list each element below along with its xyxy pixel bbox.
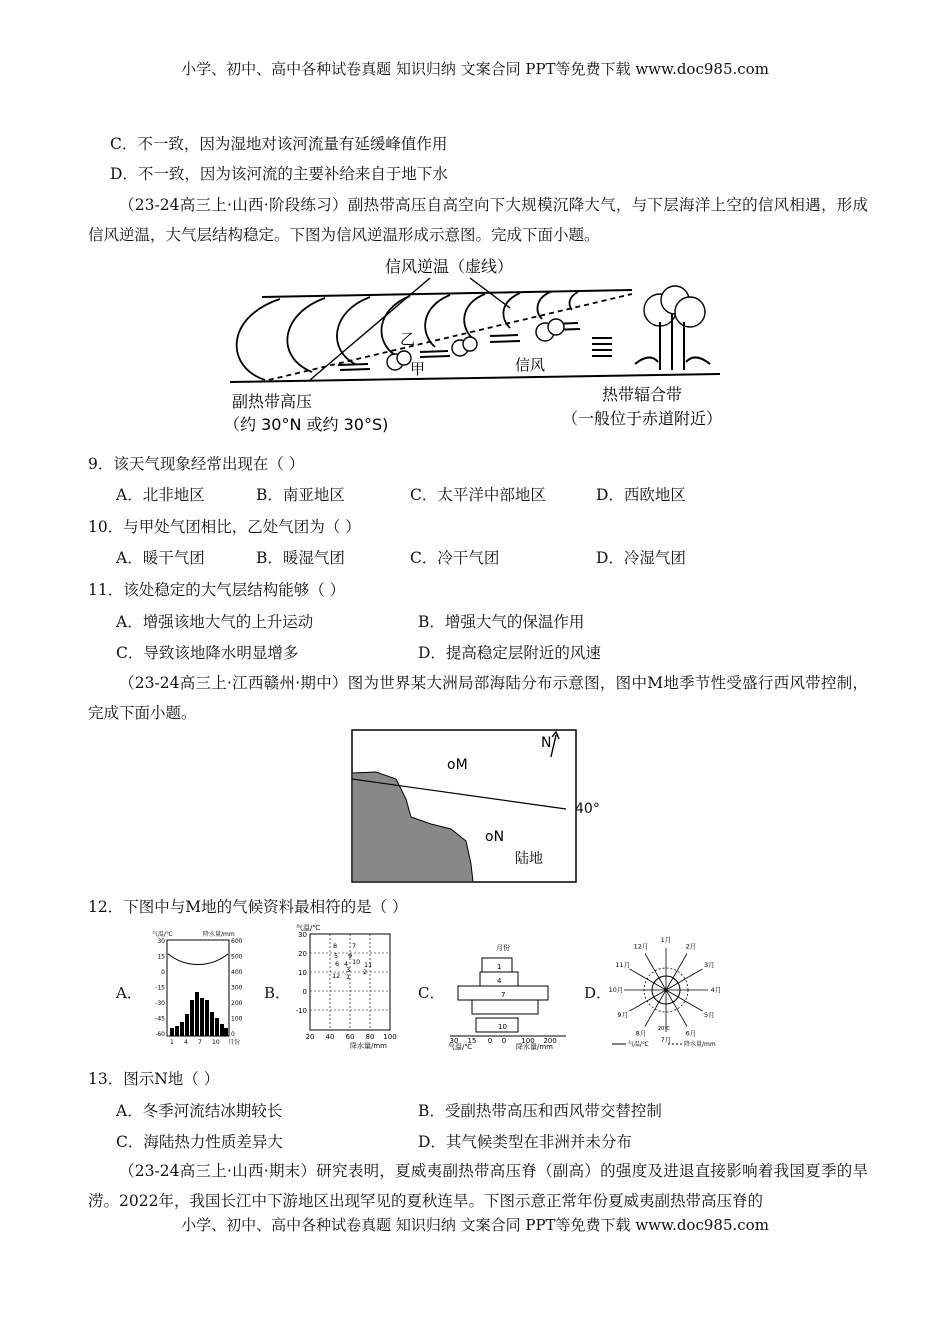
q11-stem: 11．该处稳定的大气层结构能够（ ）	[88, 581, 346, 599]
chartB-x-tick: 20	[305, 1033, 315, 1041]
q12-option-a: A．	[116, 984, 142, 1002]
chartC-month-label: 1	[497, 963, 502, 971]
chartD-month-label: 1月	[660, 936, 672, 944]
chartA-right-tick: 400	[231, 969, 243, 976]
q9-option-a: A．北非地区	[116, 486, 205, 504]
chartD-spoke	[630, 969, 666, 990]
chartA-x-tick: 月份	[228, 1039, 241, 1046]
chartB-xlabel: 降水量/mm	[350, 1042, 387, 1050]
chartC-x-tick: 15	[467, 1037, 477, 1045]
chartB-month-point: 2	[363, 968, 368, 976]
fig1-right-label-2: （一般位于赤道附近）	[562, 409, 723, 428]
chartB-month-point: 12	[332, 972, 341, 980]
chartA-right-tick: 0	[231, 1031, 235, 1038]
q13-option-d: D．其气候类型在非洲并未分布	[418, 1133, 632, 1151]
chartB-month-point: 11	[364, 961, 373, 969]
chartB-y-tick: 20	[298, 950, 307, 958]
page-header: 小学、初中、高中各种试卷真题 知识归纳 文案合同 PPT等免费下载 www.doc985.com	[181, 60, 769, 78]
chartA-x-tick: 1	[170, 1039, 174, 1046]
fig1-label-xinfeng: 信风	[515, 356, 546, 374]
fig1-left-label-1: 副热带高压	[232, 392, 313, 411]
chartB-month-point: 9	[348, 952, 353, 960]
chartC-x-tick: 30	[449, 1037, 459, 1045]
q10-option-d: D．冷湿气团	[596, 549, 686, 567]
q12-stem: 12．下图中与M地的气候资料最相符的是（ ）	[88, 898, 408, 916]
fig2-m: oM	[447, 757, 468, 773]
chartA-left-tick: 0	[161, 969, 165, 976]
chartD-month-label: 9月	[617, 1011, 629, 1019]
chartD-spoke	[645, 954, 666, 990]
chartD-spoke	[666, 954, 687, 990]
chartB-y-tick: -10	[295, 1007, 307, 1015]
intro-trade-wind: （23-24高三上·山西·阶段练习）副热带高压自高空向下大规模沉降大气，与下层海洋上空的信风相遇，形成信风逆温，大气层结构稳定。下图为信风逆温形成示意图。完成下面小题。	[88, 196, 868, 244]
chartB-month-point: 7	[352, 942, 357, 950]
q10-stem: 10．与甲处气团相比，乙处气团为（ ）	[88, 518, 361, 536]
chartC-x-tick: 0	[501, 1037, 507, 1045]
chartD-center: 20℃	[658, 1026, 670, 1032]
chartB-month-point: 3	[346, 966, 351, 974]
chartC-month-label: 4	[497, 977, 502, 985]
chartA-left-tick: -30	[155, 1000, 165, 1007]
q13-option-c: C．海陆热力性质差异大	[116, 1133, 283, 1151]
chartD-month-label: 3月	[703, 961, 715, 969]
q10-option-a: A．暖干气团	[116, 549, 205, 567]
chartC-month-label: 7	[501, 991, 506, 999]
sea-land-map	[351, 729, 577, 883]
q11-option-d: D．提高稳定层附近的风速	[418, 644, 601, 662]
chartC-title: 月份	[496, 944, 510, 952]
chartB-month-point: 4	[344, 960, 349, 968]
chartA-right-tick: 500	[231, 953, 243, 961]
chartD-legend-solid: 气温/℃	[628, 1041, 649, 1048]
page-footer: 小学、初中、高中各种试卷真题 知识归纳 文案合同 PPT等免费下载 www.doc985.com	[181, 1216, 769, 1234]
chartC-x-tick: 200	[543, 1037, 557, 1045]
chartB-x-tick: 80	[365, 1033, 375, 1041]
chartA-left-tick: -45	[155, 1015, 165, 1023]
q10-option-b: B．暖湿气团	[256, 549, 345, 567]
chartD-month-label: 6月	[685, 1029, 697, 1038]
chartB-x-tick: 100	[383, 1033, 397, 1041]
fig1-title: 信风逆温（虚线）	[385, 257, 514, 276]
intro-subtropical-high: （23-24高三上·山西·期末）研究表明，夏威夷副热带高压脊（副高）的强度及进退直接影响着我国夏季的旱涝。2022年，我国长江中下游地区出现罕见的夏秋连旱。下图示意正常年份夏威夷副热带高压脊的	[88, 1162, 868, 1210]
chartD-month-label: 7月	[660, 1036, 672, 1044]
fig1-left-label-2: （约 30°N 或约 30°S)	[224, 415, 389, 434]
fig1-label-yi: 乙	[400, 330, 416, 348]
fig2-n: oN	[485, 829, 505, 845]
chartD-legend-dash: 降水量/mm	[684, 1041, 716, 1048]
q12-option-d: D．	[584, 984, 612, 1002]
prev-option-d: D．不一致，因为该河流的主要补给来自于地下水	[110, 165, 448, 183]
chartC-xlabel-right: 降水量/mm	[516, 1043, 553, 1050]
chartD-spoke	[666, 969, 702, 990]
chartB-y-tick: 10	[298, 969, 307, 977]
chartD-spoke	[666, 990, 702, 1011]
chartD-spoke	[645, 990, 666, 1026]
q9-stem: 9．该天气现象经常出现在（ ）	[88, 455, 305, 473]
chartB-x-tick: 60	[345, 1033, 355, 1041]
climate-chart-b	[290, 922, 400, 1050]
climate-chart-d	[606, 932, 734, 1050]
q11-option-a: A．增强该地大气的上升运动	[116, 613, 314, 631]
chartA-ylabel-right: 降水量/mm	[203, 931, 235, 938]
chartB-y-tick: 0	[302, 988, 307, 996]
chartD-month-label: 11月	[615, 961, 631, 969]
q13-stem: 13．图示N地（ ）	[88, 1070, 220, 1088]
q11-option-c: C．导致该地降水明显增多	[116, 644, 299, 662]
q9-option-c: C．太平洋中部地区	[410, 486, 546, 504]
chartA-right-tick: 300	[231, 984, 243, 992]
chartD-spoke	[666, 990, 687, 1026]
chartD-spoke	[630, 990, 666, 1011]
chartA-x-tick: 7	[198, 1039, 202, 1046]
fig1-right-label-1: 热带辐合带	[602, 385, 683, 404]
fig2-lat-label: 40°	[575, 801, 600, 817]
chartD-month-label: 12月	[633, 942, 649, 951]
chartA-ylabel-left: 气温/℃	[152, 931, 173, 938]
trade-wind-inversion-diagram	[220, 252, 740, 442]
chartC-month-label: 10	[498, 1023, 507, 1031]
fig1-label-jia: 甲	[410, 360, 426, 378]
chartC-x-tick: 0	[487, 1037, 493, 1045]
fig2-north: N	[541, 735, 552, 751]
chartB-month-point: 6	[335, 960, 340, 968]
q10-option-c: C．冷干气团	[410, 549, 500, 567]
climate-chart-c	[446, 942, 572, 1050]
q13-option-b: B．受副热带高压和西风带交替控制	[418, 1102, 662, 1120]
q12-option-b: B．	[264, 984, 291, 1002]
chartD-month-label: 5月	[703, 1011, 715, 1019]
chartB-month-point: 10	[352, 958, 361, 966]
chartB-month-point: 1	[346, 973, 351, 981]
chartD-month-label: 8月	[635, 1029, 647, 1038]
chartB-y-tick: 30	[298, 931, 307, 939]
chartD-month-label: 10月	[608, 986, 624, 994]
chartA-right-tick: 200	[231, 1000, 243, 1007]
climate-chart-a	[148, 928, 248, 1048]
chartC-xlabel-left: 气温/℃	[448, 1043, 473, 1050]
chartA-x-tick: 4	[184, 1039, 188, 1046]
intro-continent-map: （23-24高三上·江西赣州·期中）图为世界某大洲局部海陆分布示意图，图中M地季节性受盛行西风带控制，完成下面小题。	[88, 674, 868, 722]
q9-option-d: D．西欧地区	[596, 486, 686, 504]
chartA-left-tick: 15	[157, 953, 165, 961]
chartA-left-tick: -60	[155, 1031, 165, 1038]
chartB-month-point: 5	[334, 952, 339, 960]
chartB-month-point: 8	[333, 942, 338, 950]
q12-option-c: C．	[418, 984, 445, 1002]
prev-option-c: C．不一致，因为湿地对该河流量有延缓峰值作用	[110, 135, 448, 153]
q9-option-b: B．南亚地区	[256, 486, 345, 504]
chartB-ylabel: 气温/℃	[296, 924, 321, 932]
chartD-month-label: 2月	[685, 942, 697, 951]
chartD-month-label: 4月	[710, 986, 722, 994]
chartA-right-tick: 600	[231, 938, 243, 945]
fig2-land: 陆地	[515, 851, 543, 867]
chartB-x-tick: 40	[325, 1033, 335, 1041]
chartA-left-tick: 30	[157, 938, 165, 945]
chartA-x-tick: 10	[212, 1039, 220, 1046]
chartC-x-tick: 100	[521, 1037, 535, 1045]
q11-option-b: B．增强大气的保温作用	[418, 613, 585, 631]
chartA-left-tick: -15	[155, 984, 165, 992]
chartA-right-tick: 100	[231, 1015, 243, 1023]
q13-option-a: A．冬季河流结冰期较长	[116, 1102, 283, 1120]
